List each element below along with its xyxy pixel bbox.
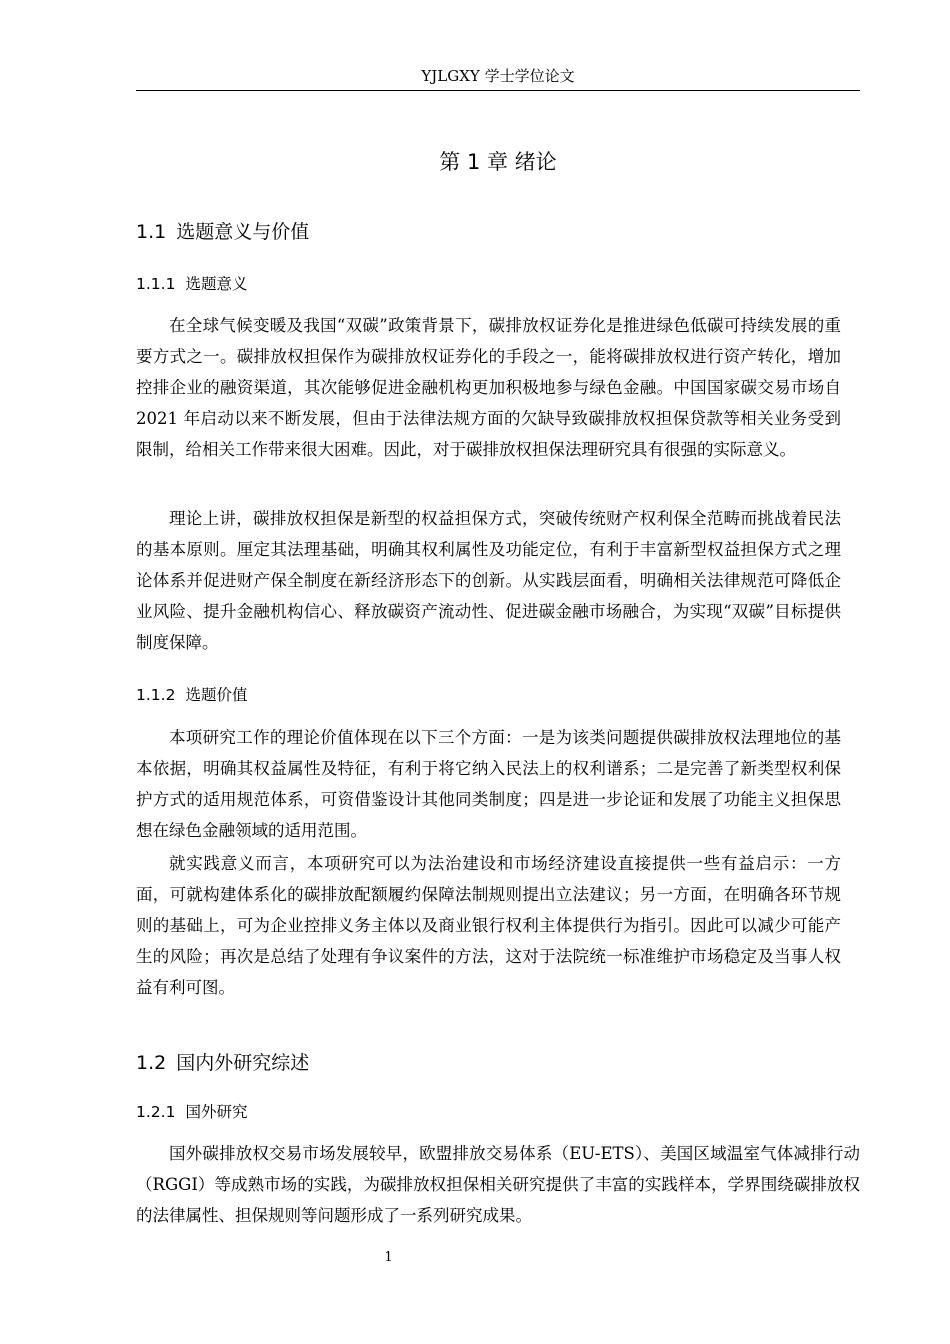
subsection-title: 国外研究 xyxy=(185,1103,248,1121)
subsection-title: 选题意义 xyxy=(185,275,248,293)
running-header: YJLGXY 学士学位论文 xyxy=(421,67,575,85)
paragraph: 在全球气候变暖及我国“双碳”政策背景下，碳排放权证券化是推进绿色低碳可持续发展的重要方式之一。碳排放权担保作为碳排放权证券化的手段之一，能将碳排放权进行资产转化，增加控排企业的融资渠道，其次能够促进金融机构更加积极地参与绿色金融。中国国家碳交易市场自 2021 年启动以来不断发展，但由于法律法规方面的欠缺导致碳排放权担保贷款等相关业务受到限制，给相关工作带来很大困难。因此，对于碳排放权担保法理研究具有很强的实际意义。 xyxy=(136,316,841,459)
section-number: 1.1 xyxy=(136,221,167,243)
section-title: 国内外研究综述 xyxy=(176,1052,310,1074)
chapter-title: 第 1 章 绪论 xyxy=(439,150,557,174)
subsection-title: 选题价值 xyxy=(185,686,248,704)
page-number: 1 xyxy=(384,1250,393,1265)
subsection-number: 1.1.2 xyxy=(136,686,176,704)
subsection-number: 1.2.1 xyxy=(136,1103,176,1121)
paragraph: 就实践意义而言，本项研究可以为法治建设和市场经济建设直接提供一些有益启示：一方面，可就构建体系化的碳排放配额履约保障法制规则提出立法建议；另一方面，在明确各环节规则的基础上，可为企业控排义务主体以及商业银行权利主体提供行为指引。因此可以减少可能产生的风险；再次是总结了处理有争议案件的方法，这对于法院统一标准维护市场稳定及当事人权益有利可图。 xyxy=(136,854,841,997)
section-heading-1-2 xyxy=(136,1050,309,1076)
subsection-heading-1-2-1 xyxy=(136,1101,247,1123)
section-heading-1-1 xyxy=(136,219,309,245)
section-title: 选题意义与价值 xyxy=(176,221,310,243)
subsection-heading-1-1-2 xyxy=(136,684,247,706)
subsection-number: 1.1.1 xyxy=(136,275,176,293)
paragraph: 国外碳排放权交易市场发展较早，欧盟排放交易体系（EU-ETS）、美国区域温室气体减排行动（RGGI）等成熟市场的实践，为碳排放权担保相关研究提供了丰富的实践样本，学界围绕碳排放权的法律属性、担保规则等问题形成了一系列研究成果。 xyxy=(136,1144,860,1225)
section-number: 1.2 xyxy=(136,1052,167,1074)
paragraph: 本项研究工作的理论价值体现在以下三个方面：一是为该类问题提供碳排放权法理地位的基本依据，明确其权益属性及特征，有利于将它纳入民法上的权利谱系；二是完善了新类型权利保护方式的适用规范体系，可资借鉴设计其他同类制度；四是进一步论证和发展了功能主义担保思想在绿色金融领域的适用范围。 xyxy=(136,728,841,840)
header-divider xyxy=(136,90,860,91)
paragraph: 理论上讲，碳排放权担保是新型的权益担保方式，突破传统财产权利保全范畴而挑战着民法的基本原则。厘定其法理基础，明确其权利属性及功能定位，有利于丰富新型权益担保方式之理论体系并促进财产保全制度在新经济形态下的创新。从实践层面看，明确相关法律规范可降低企业风险、提升金融机构信心、释放碳资产流动性、促进碳金融市场融合，为实现“双碳”目标提供制度保障。 xyxy=(136,509,841,652)
subsection-heading-1-1-1 xyxy=(136,273,247,295)
